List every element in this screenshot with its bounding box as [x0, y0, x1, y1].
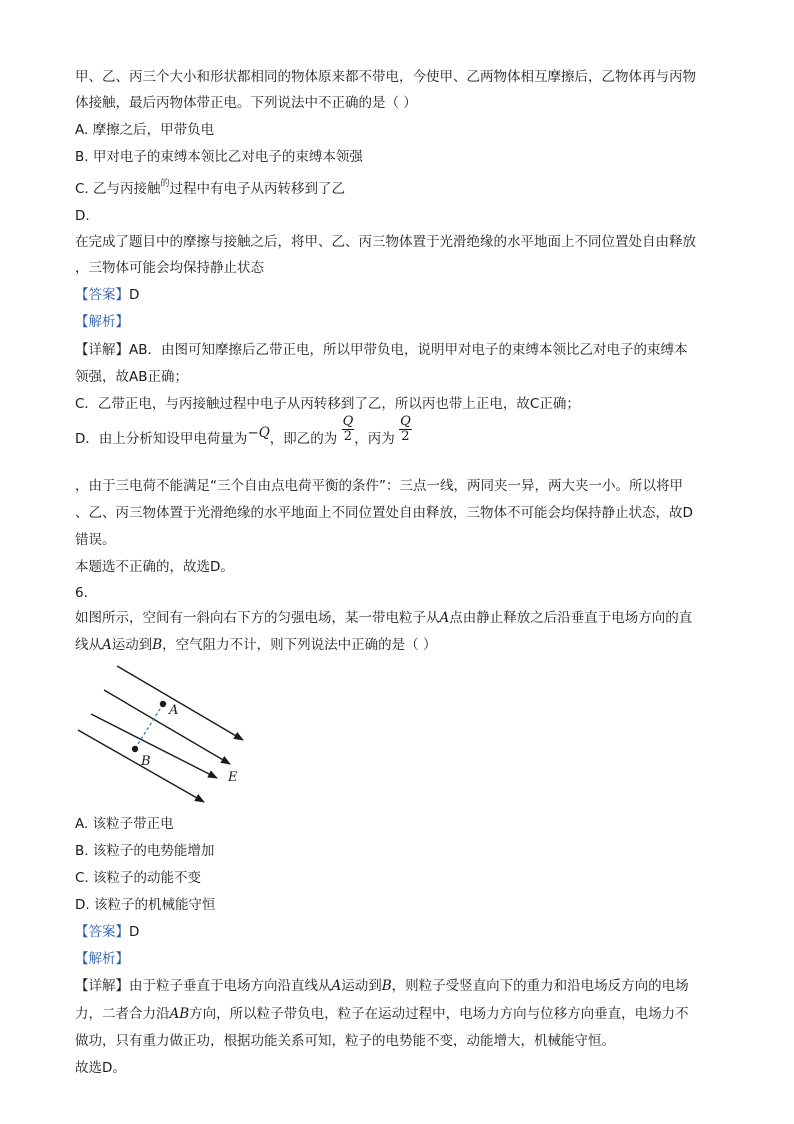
q5-option-d-line1: 在完成了题目中的摩擦与接触之后，将甲、乙、丙三物体置于光滑绝缘的水平地面上不同位置处自由释放 — [75, 234, 696, 250]
q5-detail-line4-b: ，即乙的为 — [269, 431, 338, 447]
q6-detail-ab-ref: AB — [169, 1006, 190, 1022]
q6-number: 6. — [75, 585, 88, 601]
q5-detail-label: 【详解】 — [75, 342, 129, 358]
label-e: E — [228, 770, 238, 785]
q6-detail-label: 【详解】 — [75, 978, 129, 994]
q5-answer-value: D — [129, 287, 140, 303]
q5-option-c-post: 过程中有电子从丙转移到了乙 — [169, 181, 346, 197]
q6-stem-line2-c: ，空气阻力不计，则下列说法中正确的是（ ） — [162, 637, 437, 653]
q5-option-c — [75, 180, 345, 200]
q5-detail-line1 — [75, 341, 688, 359]
q5-fraction-bing-den: 2 — [401, 428, 410, 444]
q6-detail-line2-a: 力，二者合力沿 — [75, 1006, 170, 1022]
q6-stem-line2-a: 线从 — [75, 637, 102, 653]
q5-option-c-pre: C. 乙与丙接触 — [75, 181, 161, 197]
q5-fraction-bing — [399, 415, 412, 444]
q6-point-b-ref: B — [152, 637, 163, 653]
q6-analysis-label-text: 【解析】 — [75, 951, 129, 967]
q5-detail-line1-text: AB．由图可知摩擦后乙带正电，所以甲带负电，说明甲对电子的束缚本领比乙对电子的束缚本 — [129, 342, 688, 358]
q5-option-d-line2: ，三物体可能会均保持静止状态 — [75, 260, 264, 276]
q5-option-d-label: D. — [75, 208, 90, 224]
q6-answer — [75, 923, 139, 941]
q5-analysis-label-text: 【解析】 — [75, 314, 129, 330]
q6-analysis-label — [75, 950, 129, 968]
q5-answer-label: 【答案】 — [75, 287, 129, 303]
q5-answer — [75, 286, 139, 304]
point-a-dot — [160, 701, 166, 707]
q6-detail-line1-b: 运动到 — [341, 978, 382, 994]
q5-stem-line2: 体接触，最后丙物体带正电。下列说法中不正确的是（ ） — [75, 95, 417, 111]
q5-option-c-sup: 的 — [160, 179, 170, 189]
q6-option-a: A. 该粒子带正电 — [75, 816, 174, 832]
q6-point-a-ref2: A — [102, 637, 112, 653]
q5-fraction-yi-num: Q — [342, 413, 354, 429]
q6-stem-line2-b: 运动到 — [111, 637, 153, 653]
q6-detail-line2-b: 方向，所以粒子带负电，粒子在运动过程中，电场力方向与位移方向垂直，电场力不 — [189, 1006, 689, 1022]
q6-option-b: B. 该粒子的电势能增加 — [75, 843, 215, 859]
q5-detail-line4-a: D．由上分析知设甲电荷量为 — [75, 431, 248, 447]
q5-charge-neg-q: −Q — [247, 425, 270, 441]
q5-detail-line4 — [75, 413, 412, 456]
q6-detail-line1-a: 由于粒子垂直于电场方向沿直线从 — [129, 978, 332, 994]
q5-detail-line2: 领强，故AB正确； — [75, 369, 188, 385]
q6-conclusion: 故选D。 — [75, 1060, 126, 1076]
q5-fraction-yi-den: 2 — [343, 428, 353, 444]
q5-conclusion: 本题选不正确的，故选D。 — [75, 559, 234, 575]
q6-detail-a-ref: A — [331, 978, 342, 994]
q6-stem-line1 — [75, 609, 692, 627]
field-line-1 — [117, 666, 243, 740]
q5-fraction-yi — [342, 415, 355, 444]
q6-detail-line3: 做功，只有重力做正功，根据功能关系可知，粒子的电势能不变，动能增大，机械能守恒。 — [75, 1033, 615, 1049]
label-a: A — [169, 703, 179, 718]
q5-detail-line5: ，由于三电荷不能满足“三个自由点电荷平衡的条件”：三点一线，两同夹一异，两大夹一小。所以将甲 — [75, 478, 683, 494]
q6-detail-line1-c: ，则粒子受竖直向下的重力和沿电场反方向的电场 — [391, 978, 689, 994]
q6-answer-value: D — [129, 924, 140, 940]
label-b: B — [141, 754, 151, 769]
q5-stem-line1: 甲、乙、丙三个大小和形状都相同的物体原来都不带电，今使甲、乙两物体相互摩擦后，乙物体再与丙物 — [75, 69, 696, 85]
q6-answer-label: 【答案】 — [75, 924, 129, 940]
q6-stem-line1-a: 如图所示，空间有一斜向右下方的匀强电场，某一带电粒子从 — [75, 610, 440, 626]
q6-detail-line1 — [75, 977, 689, 995]
q6-point-a-ref: A — [439, 610, 450, 626]
q6-option-d: D. 该粒子的机械能守恒 — [75, 897, 216, 913]
q5-detail-line4-c: ，丙为 — [354, 431, 395, 447]
q5-detail-line7: 错误。 — [75, 532, 116, 548]
q5-detail-line3: C．乙带正电，与丙接触过程中电子从丙转移到了乙，所以丙也带上正电，故C正确； — [75, 396, 580, 412]
q5-detail-line6: 、乙、丙三物体置于光滑绝缘的水平地面上不同位置处自由释放，三物体不可能会均保持静止状态，故D — [75, 505, 693, 521]
q6-field-figure — [70, 660, 260, 810]
q5-option-b: B. 甲对电子的束缚本领比乙对电子的束缚本领强 — [75, 149, 363, 165]
q5-fraction-bing-num: Q — [400, 413, 411, 429]
q6-stem-line1-b: 点由静止释放之后沿垂直于电场方向的直 — [449, 610, 693, 626]
q6-detail-line2 — [75, 1005, 689, 1023]
q5-option-a: A. 摩擦之后，甲带负电 — [75, 122, 215, 138]
point-b-dot — [132, 746, 138, 752]
q6-stem-line2 — [75, 636, 436, 654]
q6-detail-b-ref: B — [381, 978, 392, 994]
q6-option-c: C. 该粒子的动能不变 — [75, 870, 202, 886]
q5-analysis-label — [75, 313, 129, 331]
